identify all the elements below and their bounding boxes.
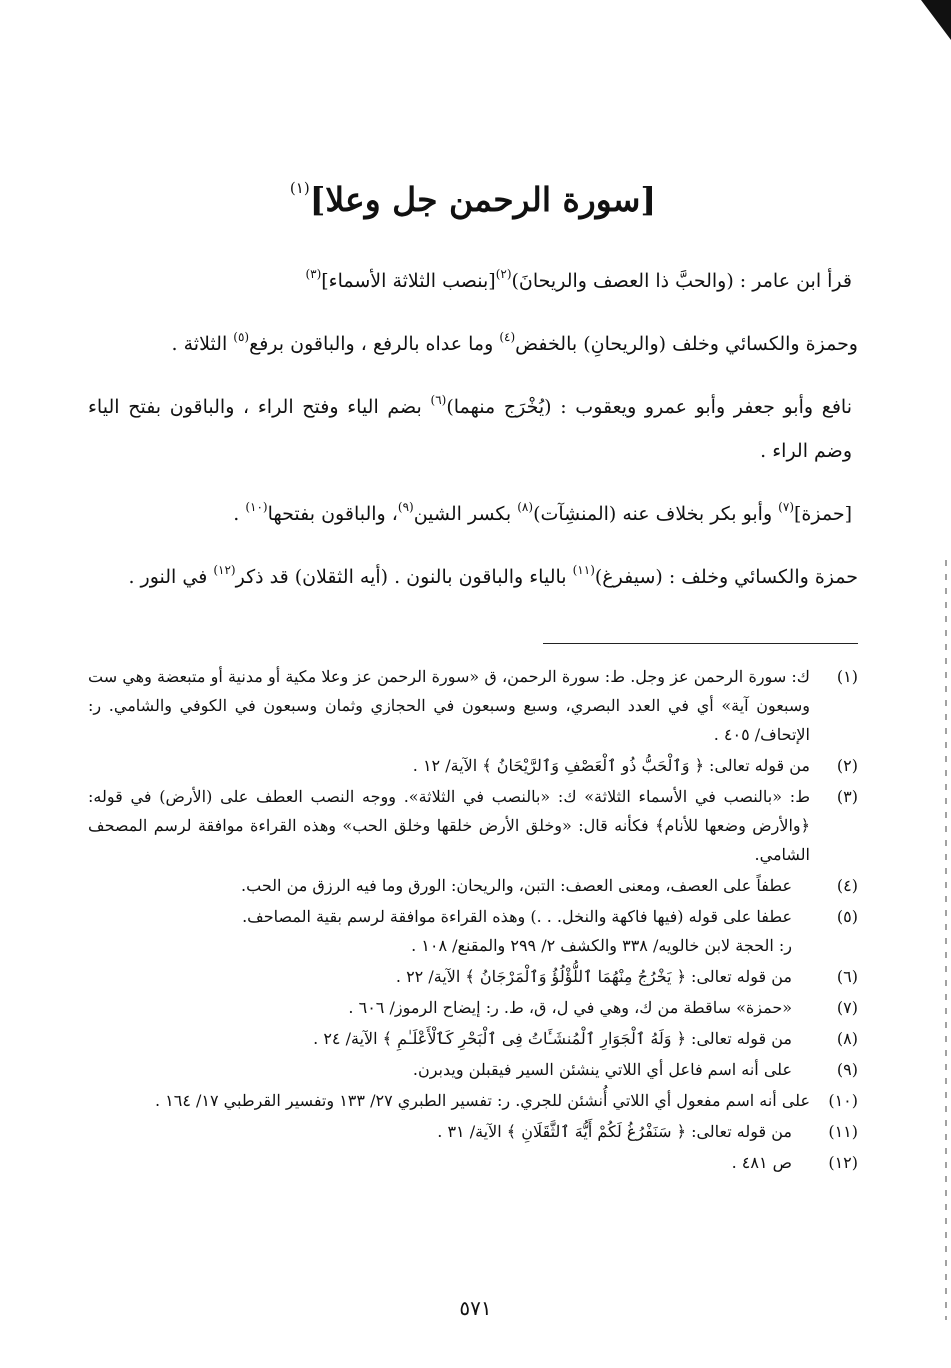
footnote-text: من قوله تعالى: ﴿ سَنَفْرُغُ لَكُمْ أَيُّهَ ٱلثَّقَلَانِ ﴾ الآية/ ٣١ . <box>437 1122 792 1141</box>
footnote-text: من قوله تعالى: ﴿ وَٱلْحَبُّ ذُو ٱلْعَصْفِ وَٱلرَّيْحَانُ ﴾ الآية/ ١٢ . <box>412 756 810 775</box>
footnote-number: (٦) <box>836 967 858 986</box>
footnote-ref: (٨) <box>517 500 534 514</box>
footnote-2 <box>88 751 858 780</box>
footnote-5 <box>88 902 858 960</box>
paragraph-2 <box>88 315 858 366</box>
paragraph-text: بالياء والباقون بالنون . (أيه الثقلان) قد ذكر <box>235 566 567 588</box>
footnote-number: (١٠) <box>828 1091 858 1110</box>
paragraph-text: وأبو بكر بخلاف عنه (المنشِآت) <box>533 503 773 525</box>
footnote-text: «حمزة» ساقطة من ك، وهي في ل، ق، ط. ر: إيضاح الرموز/ ٦٠٦ . <box>348 998 792 1017</box>
footnote-number: (٢) <box>836 756 858 775</box>
footnote-divider <box>543 643 858 644</box>
page-number: ٥٧١ <box>459 1296 492 1320</box>
footnote-subtext: ر: الحجة لابن خالويه/ ٣٣٨ والكشف ٢/ ٢٩٩ والمقنع/ ١٠٨ . <box>411 936 792 955</box>
footnote-ref: (١٠) <box>245 500 268 514</box>
paragraph-text: [بنصب الثلاثة الأسماء] <box>321 270 496 292</box>
footnote-text: على أنه اسم فاعل أي اللاتي ينشئن السير فيقبلن ويدبرن. <box>412 1060 792 1079</box>
paragraph-text: [حمزة] <box>794 503 852 525</box>
footnote-11 <box>88 1117 858 1146</box>
title-footnote-ref: (١) <box>289 179 310 197</box>
footnote-number: (٥) <box>836 907 858 926</box>
footnote-ref: (١١) <box>572 563 595 577</box>
paragraph-1 <box>88 252 858 303</box>
paragraph-text: حمزة والكسائي وخلف : (سيفرغ) <box>594 566 858 588</box>
paragraph-text: بضم الياء وفتح الراء ، والباقون بفتح الياء وضم الراء . <box>88 396 852 462</box>
footnote-7 <box>88 993 858 1022</box>
footnote-body <box>88 902 810 960</box>
footnote-text: ك: سورة الرحمن عز وجل. ط: سورة الرحمن، ق «سورة الرحمن عز وعلا مكية أو مدنية أو متبعضة وهي ست وسبعون آية» أي في العدد البصري، وسبع وسبعون في الحجازي وثمان وسبعون في الكوفي والشامي. ر: الإتحاف/ ٤٠٥ . <box>88 667 810 744</box>
paragraph-text: الثلاثة . <box>171 333 228 355</box>
paragraph-text: بكسر الشين <box>413 503 512 525</box>
footnote-ref: (٦) <box>430 393 447 407</box>
paragraph-text: وما عداه بالرفع ، والباقون برفع <box>249 333 494 355</box>
footnote-10 <box>88 1086 858 1115</box>
footnote-ref: (٢) <box>495 267 512 281</box>
paragraph-text: قرأ ابن عامر : (والحبَّ ذا العصف والريحانَ) <box>511 270 852 292</box>
footnote-text: ط: «بالنصب في الأسماء الثلاثة» ك: «بالنصب في الثلاثة». ووجه النصب العطف على (الأرض) في قوله: ﴿والأرض وضعها للأنام﴾ فكأنه قال: «وخلق الأرض خلقها وخلق الحب» وهذه القراءة موافقة لرسم المصحف الشامي. <box>88 787 810 864</box>
footnote-number: (٤) <box>836 876 858 895</box>
footnote-number: (١١) <box>828 1122 858 1141</box>
paragraph-text: وحمزة والكسائي وخلف (والريحانِ) بالخفض <box>515 333 858 355</box>
main-text <box>88 252 858 599</box>
footnote-number: (٧) <box>836 998 858 1017</box>
document-page <box>88 160 858 1179</box>
footnote-ref: (١٢) <box>213 563 236 577</box>
footnote-text: من قوله تعالى: ﴿ وَلَهُ ٱلْجَوَارِ ٱلْمُنشَـَٔاتُ فِى ٱلْبَحْرِ كَٱلْأَعْلَـٰمِ ﴾ الآية/ ٢٤ . <box>313 1029 792 1048</box>
title-text: [سورة الرحمن جل وعلا] <box>309 180 657 219</box>
paragraph-3 <box>88 378 858 473</box>
footnote-8 <box>88 1024 858 1053</box>
paragraph-4 <box>88 485 858 536</box>
scan-corner-mark <box>921 0 951 40</box>
footnote-ref: (٩) <box>397 500 414 514</box>
footnote-ref: (٣) <box>305 267 322 281</box>
footnote-ref: (٥) <box>233 330 250 344</box>
paragraph-text: . <box>233 503 240 525</box>
footnote-9 <box>88 1055 858 1084</box>
paragraph-text: في النور . <box>128 566 208 588</box>
paragraph-5 <box>88 548 858 599</box>
footnote-text: على أنه اسم مفعول أي اللاتي أُنشئن للجري. ر: تفسير الطبري ٢٧/ ١٣٣ وتفسير القرطبي ١٧/ ١٦٤ . <box>154 1091 810 1110</box>
footnote-number: (١) <box>836 667 858 686</box>
page-title <box>88 160 858 228</box>
paragraph-text: ، والباقون بفتحها <box>267 503 398 525</box>
scan-edge-line <box>945 560 947 1320</box>
footnote-text: من قوله تعالى: ﴿ يَخْرُجُ مِنْهُمَا ٱللُّؤْلُؤُ وَٱلْمَرْجَانُ ﴾ الآية/ ٢٢ . <box>395 967 792 986</box>
footnote-ref: (٤) <box>499 330 516 344</box>
footnote-ref: (٧) <box>778 500 794 514</box>
footnote-number: (٣) <box>836 787 858 806</box>
footnote-12 <box>88 1148 858 1177</box>
paragraph-text: نافع وأبو جعفر وأبو عمرو ويعقوب : (يُخْرَج منهما) <box>446 396 852 418</box>
footnote-text: عطفاً على العصف، ومعنى العصف: التبن، والريحان: الورق وما فيه الرزق من الحب. <box>241 876 792 895</box>
footnote-6 <box>88 962 858 991</box>
footnote-number: (٨) <box>836 1029 858 1048</box>
footnote-text: ص ٤٨١ . <box>731 1153 792 1172</box>
footnote-3 <box>88 782 858 869</box>
footnote-4 <box>88 871 858 900</box>
footnote-1 <box>88 662 858 749</box>
footnote-text: عطفا على قوله (فيها فاكهة والنخل. . .) وهذه القراءة موافقة لرسم بقية المصاحف. <box>242 907 792 926</box>
footnote-number: (٩) <box>836 1060 858 1079</box>
footnotes <box>88 662 858 1177</box>
footnote-number: (١٢) <box>828 1153 858 1172</box>
